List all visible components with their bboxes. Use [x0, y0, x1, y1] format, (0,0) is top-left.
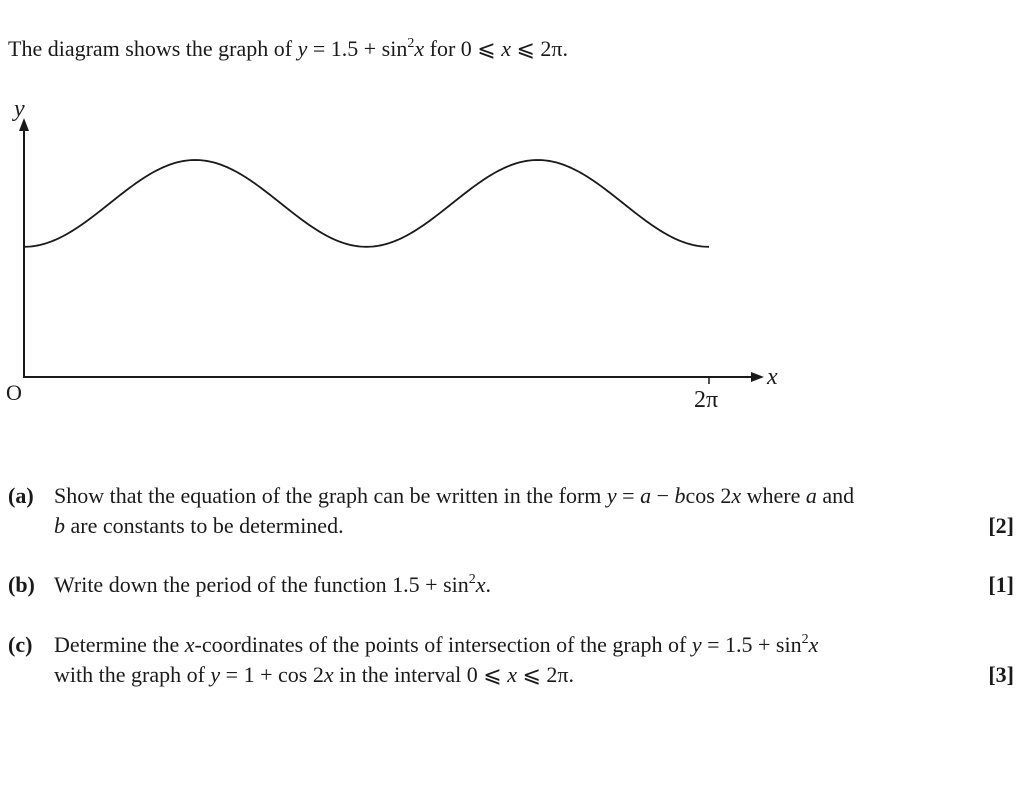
qa2-rest: are constants to be determined.: [65, 513, 344, 538]
qa-a: a: [640, 483, 652, 508]
question-c-label: (c): [8, 632, 33, 657]
qa-x: x: [731, 483, 742, 508]
question-c-marks: [3]: [988, 662, 1014, 687]
question-a-line1: [54, 483, 854, 509]
qc2-y: y: [210, 662, 221, 687]
x-axis-label: x: [767, 364, 778, 390]
qc2-text4: ⩽ 2π.: [516, 662, 575, 687]
qb-text1: Write down the period of the function 1.5 + sin: [54, 572, 469, 597]
question-a-marks: [2]: [988, 513, 1014, 538]
question-b-marks: [1]: [988, 572, 1014, 597]
qb-end: .: [485, 572, 492, 597]
qa2-b: b: [54, 513, 65, 538]
qc2-text2: = 1 + cos 2: [220, 662, 324, 687]
x-tick-label: 2π: [694, 387, 719, 413]
qc-y: y: [691, 632, 702, 657]
qa-and: and: [816, 483, 855, 508]
intro-eq-x: x: [414, 36, 425, 61]
qc2-x: x: [323, 662, 334, 687]
question-b-label: (b): [8, 572, 35, 597]
origin-label: O: [6, 380, 22, 405]
intro-eq-end: ⩽ 2π.: [510, 36, 569, 61]
question-c-line2: [54, 662, 574, 688]
qb-x: x: [475, 572, 486, 597]
qc-sup: 2: [801, 632, 809, 647]
intro-eq-sup: 2: [407, 36, 415, 51]
y-axis-label: y: [14, 96, 25, 122]
question-b-line1: [54, 572, 491, 598]
intro-eq-for: for 0 ⩽: [424, 36, 502, 61]
qb-sup: 2: [468, 572, 476, 587]
intro-prefix: The diagram shows the graph of: [8, 36, 298, 61]
qc-text1: Determine the: [54, 632, 185, 657]
qa-minus: −: [651, 483, 675, 508]
qa-a2: a: [805, 483, 817, 508]
intro-eq-x2: x: [501, 36, 511, 61]
question-c-line1: [54, 632, 818, 658]
qa-where: where: [741, 483, 806, 508]
question-a-line2: [54, 513, 344, 539]
qc2-text1: with the graph of: [54, 662, 211, 687]
question-a-label: (a): [8, 483, 34, 508]
qa-y: y: [606, 483, 617, 508]
qc2-text3: in the interval 0 ⩽: [333, 662, 508, 687]
qa-eq: =: [616, 483, 641, 508]
qc-text3: = 1.5 + sin: [701, 632, 802, 657]
qc-x: x: [184, 632, 195, 657]
qc-text2: -coordinates of the points of intersection of the graph of: [194, 632, 692, 657]
qa-b: b: [674, 483, 686, 508]
qa-cos: cos 2: [685, 483, 732, 508]
function-curve: [24, 160, 709, 247]
qc-x2: x: [808, 632, 819, 657]
qc2-x2: x: [507, 662, 517, 687]
qa-text1: Show that the equation of the graph can be written in the form: [54, 483, 607, 508]
intro-eq-mid: = 1.5 + sin: [307, 36, 408, 61]
x-axis-arrow: [751, 372, 764, 382]
intro-eq-y: y: [297, 36, 308, 61]
